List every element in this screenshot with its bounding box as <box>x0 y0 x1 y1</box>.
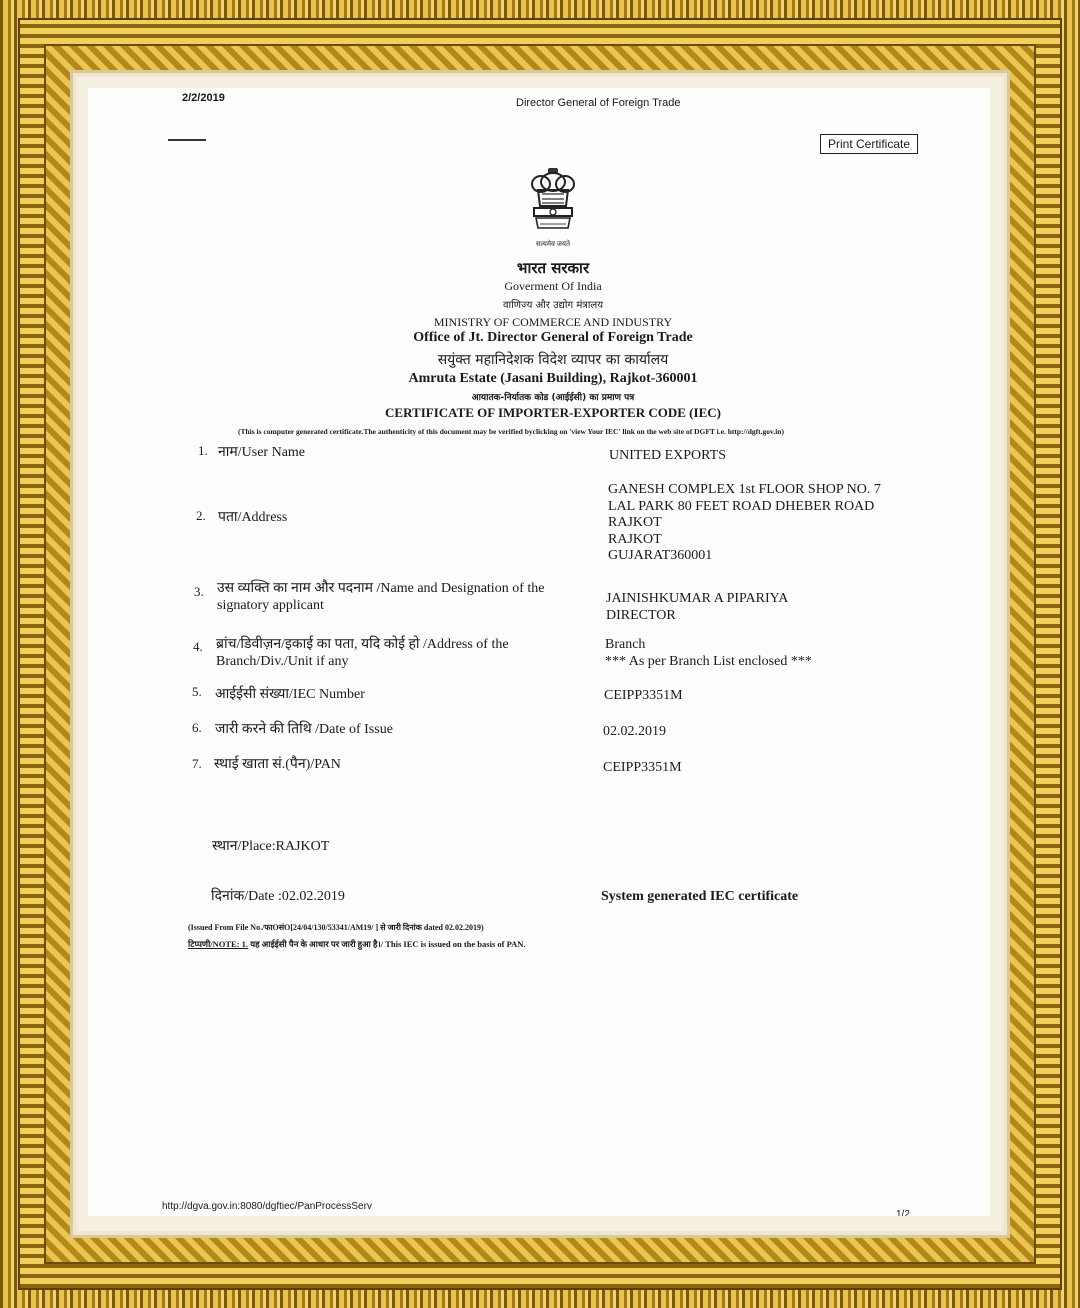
office-name: Office of Jt. Director General of Foreign Trade <box>413 330 693 345</box>
address-line: LAL PARK 80 FEET ROAD DHEBER ROAD <box>608 498 875 514</box>
field-number: 5. <box>192 684 202 699</box>
national-emblem-icon <box>528 166 578 248</box>
value-line: DIRECTOR <box>606 607 676 623</box>
value-line: *** As per Branch List enclosed *** <box>605 653 812 669</box>
page-url: http://dgva.gov.in:8080/dgftiec/PanProcessServ <box>162 1201 372 1212</box>
ministry: MINISTRY OF COMMERCE AND INDUSTRY <box>433 315 673 329</box>
print-certificate-button[interactable]: Print Certificate <box>820 134 918 154</box>
field-value <box>608 482 881 565</box>
field-number: 2. <box>196 508 206 523</box>
print-date: 2/2/2019 <box>182 92 225 104</box>
government: Goverment Of India <box>504 279 602 293</box>
field-value <box>606 591 788 624</box>
pan-note <box>188 939 526 950</box>
field-number: 3. <box>194 584 204 599</box>
note-text: यह आईईसी पैन के आधार पर जारी हुआ है।/ This IEC is issued on the basis of PAN. <box>248 939 526 949</box>
field-number: 6. <box>192 720 202 735</box>
field-label: उस व्यक्ति का नाम और पदनाम /Name and Designation of the signatory applicant <box>217 581 545 613</box>
page-number: 1/2 <box>896 1209 910 1216</box>
value-line: JAINISHKUMAR A PIPARIYA <box>606 591 789 606</box>
certificate-title: CERTIFICATE OF IMPORTER-EXPORTER CODE (IEC) <box>385 405 721 420</box>
field-number: 4. <box>193 639 203 654</box>
field-label: नाम/User Name <box>218 445 306 460</box>
hindi-ministry: वाणिज्य और उद्योग मंत्रालय <box>502 300 604 311</box>
issued-from-file: (Issued From File No./फाOसंO[24/04/130/53341/AM19/ ] से जारी दिनांक dated 02.02.2019) <box>188 923 484 932</box>
address-line: GUJARAT360001 <box>608 548 713 563</box>
field-number: 7. <box>192 756 202 771</box>
field-label: आईईसी संख्या/IEC Number <box>215 687 365 702</box>
field-value: UNITED EXPORTS <box>609 448 726 463</box>
hindi-cert-title: आयातक-निर्यातक कोड (आईईसी) का प्रमाण पत्र <box>471 393 635 403</box>
field-number: 1. <box>198 443 208 458</box>
divider <box>168 139 206 141</box>
system-generated-note: System generated IEC certificate <box>601 889 799 904</box>
value-line: Branch <box>605 637 646 652</box>
office-address: Amruta Estate (Jasani Building), Rajkot-360001 <box>408 371 698 386</box>
certificate-page <box>88 88 990 1216</box>
address-line: RAJKOT <box>608 531 662 547</box>
field-value: CEIPP3351M <box>604 688 683 703</box>
field-label: पता/Address <box>218 510 288 525</box>
site-title: Director General of Foreign Trade <box>516 97 681 109</box>
hindi-office: सयुंक्त महानिदेशक विदेश व्यापर का कार्यालय <box>437 352 669 368</box>
address-line: GANESH COMPLEX 1st FLOOR SHOP NO. 7 <box>608 482 881 497</box>
field-value: 02.02.2019 <box>603 724 666 739</box>
address-line: RAJKOT <box>608 515 662 530</box>
field-value: CEIPP3351M <box>603 760 682 775</box>
hindi-government: भारत सरकार <box>516 259 590 277</box>
place: स्थान/Place:RAJKOT <box>212 839 330 854</box>
field-label: जारी करने की तिथि /Date of Issue <box>215 722 393 737</box>
note-prefix: टिप्पणी/NOTE: 1. <box>188 939 249 949</box>
field-value <box>605 637 812 670</box>
authenticity-note: (This is computer generated certificate.The authenticity of this document may be verified byclicking on 'view Your IEC' link on the web site of DGFT i.e. http://dgft.gov.in) <box>238 427 784 436</box>
field-label: स्थाई खाता सं.(पैन)/PAN <box>214 757 341 772</box>
issue-date: दिनांक/Date :02.02.2019 <box>211 889 345 904</box>
emblem-motto: सत्यमेव जयते <box>536 240 570 248</box>
field-label: ब्रांच/डिवीज़न/इकाई का पता, यदि कोई हो /Address of the Branch/Div./Unit if any <box>216 637 509 669</box>
